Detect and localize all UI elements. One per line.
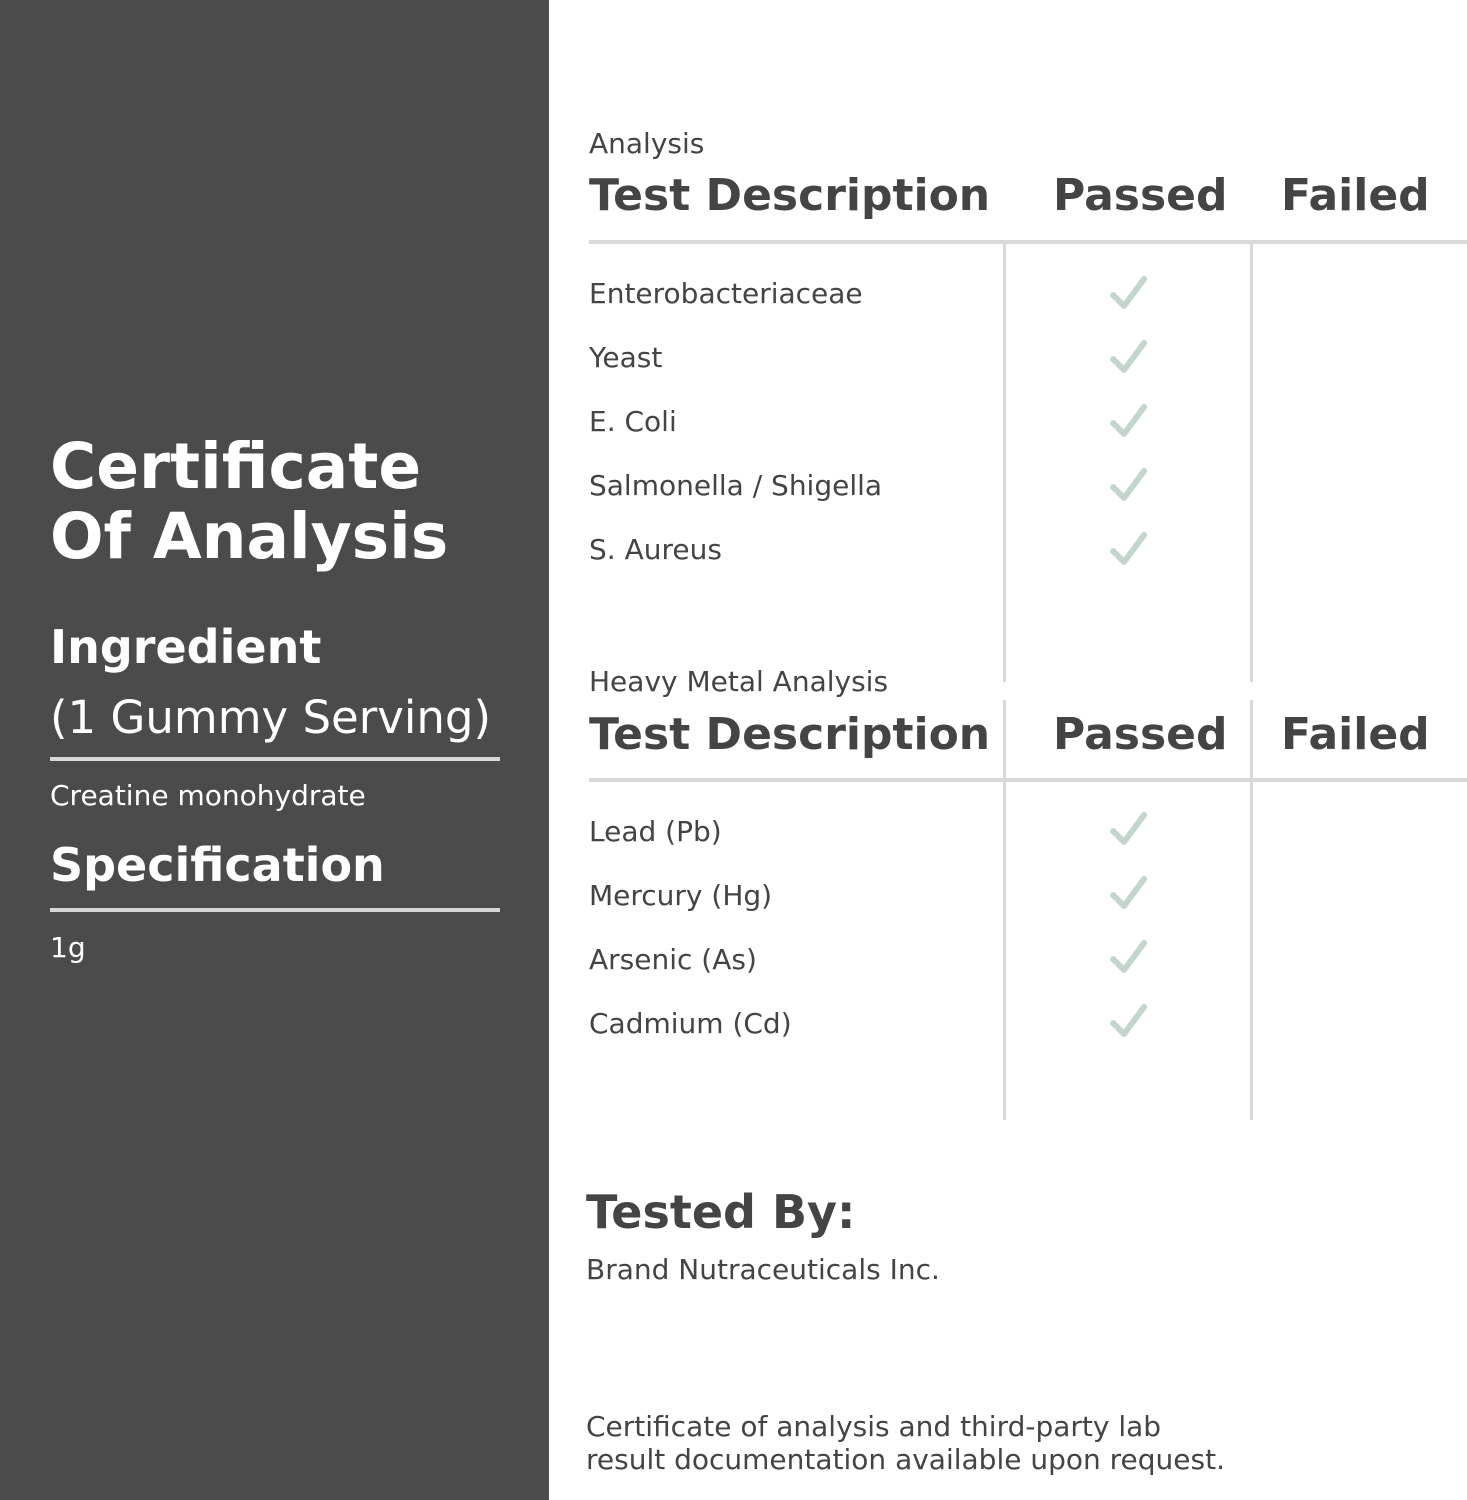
footnote-line-1: Certificate of analysis and third-party lab — [586, 1410, 1162, 1443]
ingredient-heading: Ingredient — [50, 620, 322, 674]
column-divider-failed-spacer — [1250, 582, 1253, 682]
check-icon — [1108, 401, 1148, 441]
header-divider — [589, 240, 1467, 244]
check-icon — [1108, 937, 1148, 977]
column-header-failed: Failed — [1281, 170, 1430, 221]
summary-panel — [0, 0, 549, 1500]
tested-by-value: Brand Nutraceuticals Inc. — [586, 1253, 940, 1286]
section-label: Heavy Metal Analysis — [589, 665, 889, 698]
test-row-label: Enterobacteriaceae — [589, 277, 863, 310]
column-header-description: Test Description — [589, 709, 991, 760]
column-header-passed: Passed — [1053, 170, 1228, 221]
test-row-label: Yeast — [589, 341, 663, 374]
title-line-2: Of Analysis — [50, 500, 449, 573]
test-row-label: Arsenic (As) — [589, 943, 757, 976]
column-divider-passed — [1003, 244, 1006, 582]
column-divider-passed-header — [1003, 700, 1006, 782]
test-row-label: S. Aureus — [589, 533, 722, 566]
column-header-failed: Failed — [1281, 709, 1430, 760]
ingredient-value: Creatine monohydrate — [50, 779, 366, 812]
test-row-label: E. Coli — [589, 405, 677, 438]
test-row-label: Cadmium (Cd) — [589, 1007, 792, 1040]
specification-value: 1g — [50, 931, 86, 964]
check-icon — [1108, 337, 1148, 377]
column-divider-passed-spacer — [1003, 582, 1006, 682]
specification-divider — [50, 908, 500, 912]
column-divider-passed — [1003, 782, 1006, 1120]
check-icon — [1108, 465, 1148, 505]
footnote — [586, 1410, 1446, 1476]
check-icon — [1108, 529, 1148, 569]
header-divider — [589, 778, 1467, 782]
check-icon — [1108, 1001, 1148, 1041]
column-divider-failed — [1250, 244, 1253, 582]
tested-by-heading: Tested By: — [586, 1185, 856, 1239]
specification-heading: Specification — [50, 838, 385, 892]
section-label: Analysis — [589, 127, 705, 160]
title-line-1: Certificate — [50, 430, 422, 503]
ingredient-subheading: (1 Gummy Serving) — [50, 691, 492, 744]
test-row-label: Mercury (Hg) — [589, 879, 773, 912]
check-icon — [1108, 873, 1148, 913]
column-divider-failed-header — [1250, 700, 1253, 782]
test-row-label: Lead (Pb) — [589, 815, 722, 848]
column-header-description: Test Description — [589, 170, 991, 221]
ingredient-divider — [50, 757, 500, 761]
column-header-passed: Passed — [1053, 709, 1228, 760]
footnote-line-2: result documentation available upon request. — [586, 1443, 1225, 1476]
column-divider-failed — [1250, 782, 1253, 1120]
test-row-label: Salmonella / Shigella — [589, 469, 883, 502]
certificate-title — [50, 432, 530, 572]
check-icon — [1108, 273, 1148, 313]
check-icon — [1108, 809, 1148, 849]
